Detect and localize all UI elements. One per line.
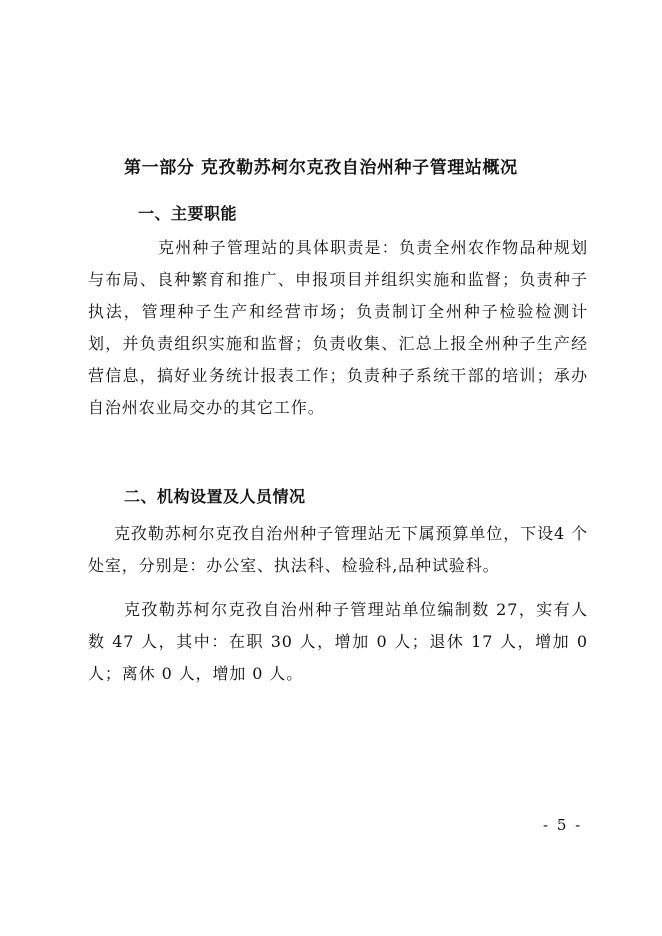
organization-paragraph: 克孜勒苏柯尔克孜自治州种子管理站无下属预算单位，下设4 个处室，分别是：办公室、执法科、检验科,品种试验科。 [88, 524, 588, 575]
main-functions-paragraph: 克州种子管理站的具体职责是：负责全州农作物品种规划与布局、良种繁育和推广、申报项目并组织实施和监督；负责种子执法，管理种子生产和经营市场；负责制订全州种子检验检测计划，并负责组织实施和监督；负责收集、汇总上报全州种子生产经营信息，搞好业务统计报表工作；负责种子系统干部的培训；承办自治州农业局交办的其它工作。 [88, 238, 588, 417]
page-number: - 5 - [543, 816, 583, 834]
page-title: 第一部分 克孜勒苏柯尔克孜自治州种子管理站概况 [124, 158, 518, 178]
staffing-paragraph: 克孜勒苏柯尔克孜自治州种子管理站单位编制数 27，实有人数 47 人，其中：在职 30 人，增加 0 人；退休 17 人，增加 0人；离休 0 人，增加 0 人。 [88, 600, 588, 683]
section-heading-organization-staffing: 二、机构设置及人员情况 [124, 487, 306, 506]
section-heading-main-functions: 一、主要职能 [138, 204, 238, 223]
